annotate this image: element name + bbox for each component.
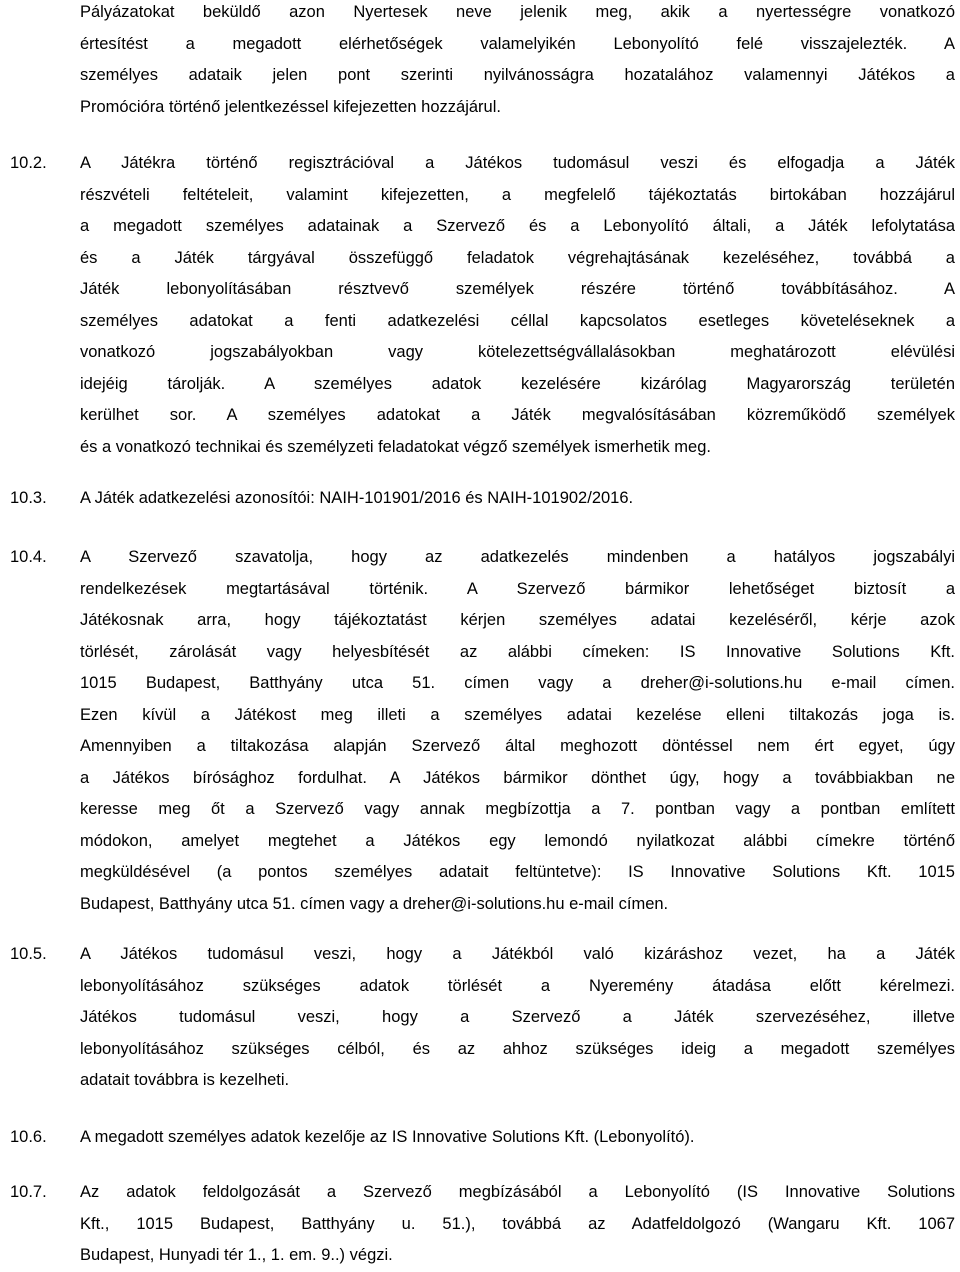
text-line: személyes adataik jelen pont szerinti nyilvánosságra hozatalához valamennyi Játékos a bbox=[80, 66, 955, 85]
text-line: Pályázatokat beküldő azon Nyertesek neve jelenik meg, akik a nyertességre vonatkozó bbox=[80, 3, 955, 21]
text-line: értesítést a megadott elérhetőségek valamelyikén Lebonyolító felé visszajelezték. A bbox=[80, 34, 955, 53]
section-number: 10.3. bbox=[10, 489, 47, 507]
text-line: lebonyolításához szükséges célból, és az ahhoz szükséges ideig a megadott személyes bbox=[80, 1039, 955, 1058]
paragraph-lines bbox=[80, 939, 955, 1097]
section-number: 10.2. bbox=[10, 154, 47, 172]
text-line: és a vonatkozó technikai és személyzeti feladatokat végző személyek ismerhetik meg. bbox=[80, 437, 711, 456]
text-line: személyes adatokat a fenti adatkezelési céllal kapcsolatos esetleges követeléseknek a bbox=[80, 311, 955, 330]
text-line: a Játékos bírósághoz fordulhat. A Játékos bármikor dönthet úgy, hogy a továbbiakban ne bbox=[80, 768, 955, 787]
section-number: 10.7. bbox=[10, 1183, 47, 1201]
paragraph-lines bbox=[80, 148, 955, 463]
text-line: keresse meg őt a Szervező vagy annak megbízottja a 7. pontban vagy a pontban említett bbox=[80, 800, 955, 819]
text-line: idejéig tárolják. A személyes adatok kezelésére kizárólag Magyarország területén bbox=[80, 374, 955, 393]
text-line: vonatkozó jogszabályokban vagy kötelezettségvállalásokban meghatározott elévülési bbox=[80, 343, 955, 362]
text-line: Játékosnak arra, hogy tájékoztatást kérjen személyes adatai kezeléséről, kérje azok bbox=[80, 611, 955, 630]
paragraph-lines bbox=[80, 483, 955, 515]
text-line: megküldésével (a pontos személyes adatait feltüntetve): IS Innovative Solutions Kft. 1015 bbox=[80, 863, 955, 882]
text-line: 1015 Budapest, Batthyány utca 51. címen vagy a dreher@i-solutions.hu e-mail címen. bbox=[80, 674, 955, 693]
text-line: módokon, amelyet megtehet a Játékos egy lemondó nyilatkozat alábbi címekre történő bbox=[80, 831, 955, 850]
text-line: A Játék adatkezelési azonosítói: NAIH-101901/2016 és NAIH-101902/2016. bbox=[80, 489, 634, 507]
text-line: és a Játék tárgyával összefüggő feladatok végrehajtásának kezeléséhez, továbbá a bbox=[80, 248, 955, 267]
paragraph-lines bbox=[80, 1122, 955, 1154]
text-line: lebonyolításához szükséges adatok törlését a Nyeremény átadása előtt kérelmezi. bbox=[80, 976, 955, 995]
text-line: Kft., 1015 Budapest, Batthyány u. 51.), továbbá az Adatfeldolgozó (Wangaru Kft. 1067 bbox=[80, 1214, 955, 1233]
text-line: Amennyiben a tiltakozása alapján Szervező által meghozott döntéssel nem ért egyet, úgy bbox=[80, 737, 955, 756]
text-line: kerülhet sor. A személyes adatokat a Játék megvalósításában közreműködő személyek bbox=[80, 406, 955, 425]
text-line: Ezen kívül a Játékost meg illeti a személyes adatai kezelése elleni tiltakozás joga is. bbox=[80, 705, 955, 724]
text-line: A Szervező szavatolja, hogy az adatkezelés mindenben a hatályos jogszabályi bbox=[80, 548, 955, 566]
text-line: törlését, zárolását vagy helyesbítését az alábbi címeken: IS Innovative Solutions Kft. bbox=[80, 642, 955, 661]
text-line: A Játékos tudomásul veszi, hogy a Játékból való kizáráshoz vezet, ha a Játék bbox=[80, 945, 955, 963]
section-number: 10.5. bbox=[10, 945, 47, 963]
text-line: A Játékra történő regisztrációval a Játékos tudomásul veszi és elfogadja a Játék bbox=[80, 154, 955, 172]
text-line: Játék lebonyolításában résztvevő személyek részére történő továbbításához. A bbox=[80, 280, 955, 299]
text-line: adatait továbbra is kezelheti. bbox=[80, 1071, 290, 1090]
text-line: A megadott személyes adatok kezelője az IS Innovative Solutions Kft. (Lebonyolító). bbox=[80, 1128, 695, 1146]
text-line: Promócióra történő jelentkezéssel kifejezetten hozzájárul. bbox=[80, 97, 501, 116]
text-line: rendelkezések megtartásával történik. A Szervező bármikor lehetőséget biztosít a bbox=[80, 579, 955, 598]
text-line: Játékos tudomásul veszi, hogy a Szervező a Játék szervezéséhez, illetve bbox=[80, 1008, 955, 1027]
text-line: Az adatok feldolgozását a Szervező megbízásából a Lebonyolító (IS Innovative Solutions bbox=[80, 1183, 955, 1201]
paragraph-lines bbox=[80, 0, 955, 123]
paragraph-lines bbox=[80, 1177, 955, 1272]
text-line: Budapest, Hunyadi tér 1., 1. em. 9..) végzi. bbox=[80, 1246, 393, 1265]
text-line: a megadott személyes adatainak a Szervező és a Lebonyolító általi, a Játék lefolytatása bbox=[80, 217, 955, 236]
section-number: 10.4. bbox=[10, 548, 47, 566]
section-number: 10.6. bbox=[10, 1128, 47, 1146]
text-line: részvételi feltételeit, valamint kifejezetten, a megfelelő tájékoztatás birtokában hozzájárul bbox=[80, 185, 955, 204]
paragraph-lines bbox=[80, 542, 955, 921]
text-line: Budapest, Batthyány utca 51. címen vagy a dreher@i-solutions.hu e-mail címen. bbox=[80, 895, 669, 914]
